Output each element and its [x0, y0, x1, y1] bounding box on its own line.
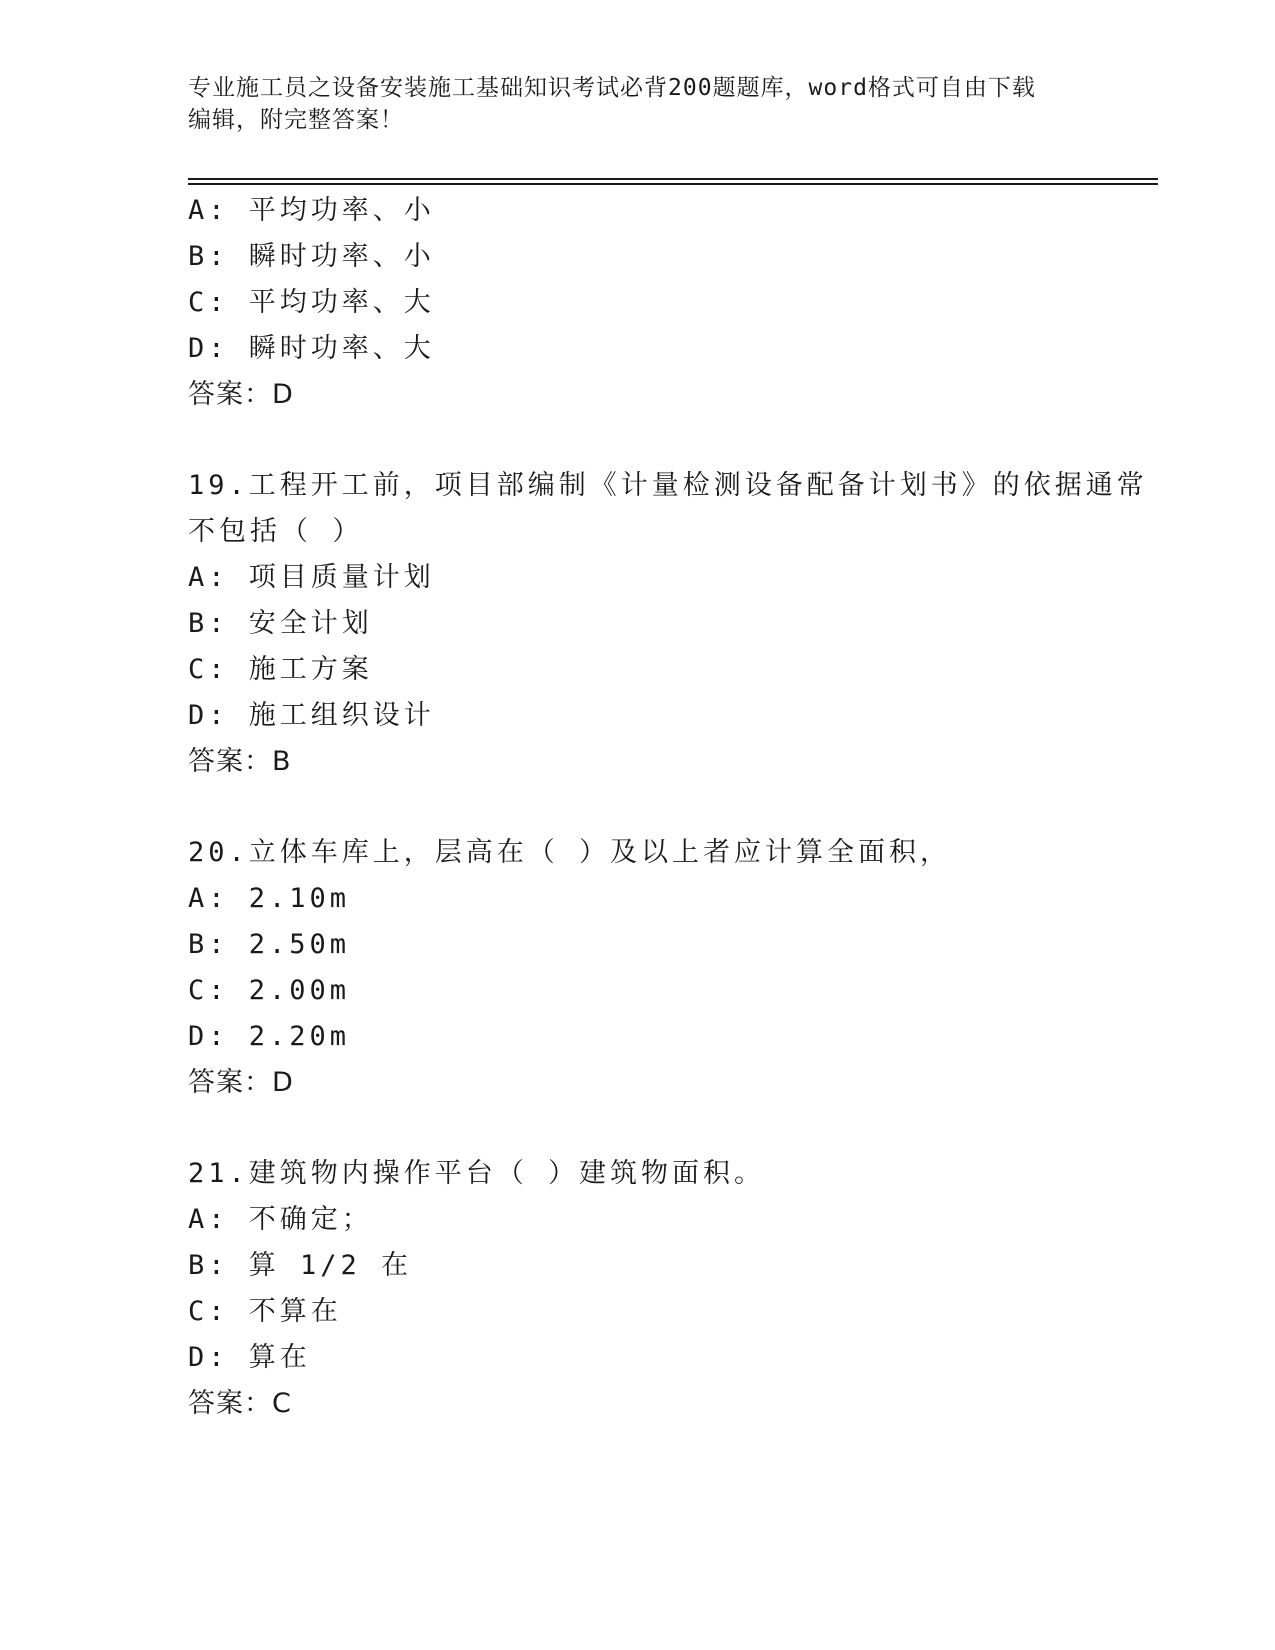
option-c: C: 施工方案	[188, 654, 373, 685]
option-c: C: 不算在	[188, 1296, 342, 1327]
option-b: B: 瞬时功率、小	[188, 241, 435, 272]
question-text-line-1: 19.工程开工前，项目部编制《计量检测设备配备计划书》的依据通常	[188, 470, 1148, 501]
header-line-1: 专业施工员之设备安装施工基础知识考试必背200题题库，word格式可自由下载	[188, 75, 1036, 101]
question-text-line-1: 20.立体车库上，层高在（ ）及以上者应计算全面积，	[188, 837, 952, 868]
question-19	[188, 463, 1148, 785]
answer-line: 答案：D	[188, 1067, 294, 1098]
option-a: A: 2.10m	[188, 883, 351, 914]
option-b: B: 算 1/2 在	[188, 1250, 413, 1281]
header-divider-top	[188, 178, 1158, 180]
question-21	[188, 1151, 1148, 1427]
answer-line: 答案：D	[188, 379, 294, 410]
option-d: D: 施工组织设计	[188, 700, 435, 731]
option-a: A: 项目质量计划	[188, 562, 435, 593]
question-text-line-1: 21.建筑物内操作平台（ ）建筑物面积。	[188, 1158, 766, 1189]
header-divider-bottom	[188, 183, 1158, 185]
option-a: A: 平均功率、小	[188, 195, 435, 226]
option-d: D: 算在	[188, 1342, 311, 1373]
option-a: A: 不确定；	[188, 1204, 373, 1235]
option-d: D: 瞬时功率、大	[188, 333, 435, 364]
document-header	[188, 72, 1088, 136]
question-18	[188, 188, 1148, 418]
option-d: D: 2.20m	[188, 1021, 351, 1052]
header-line-2: 编辑，附完整答案！	[188, 107, 404, 133]
option-b: B: 2.50m	[188, 929, 351, 960]
question-text-line-2: 不包括（ ）	[188, 516, 364, 547]
question-20	[188, 830, 1148, 1106]
answer-line: 答案：C	[188, 1388, 292, 1419]
question-list	[188, 188, 1148, 1472]
option-c: C: 平均功率、大	[188, 287, 435, 318]
option-c: C: 2.00m	[188, 975, 351, 1006]
answer-line: 答案：B	[188, 746, 292, 777]
option-b: B: 安全计划	[188, 608, 373, 639]
